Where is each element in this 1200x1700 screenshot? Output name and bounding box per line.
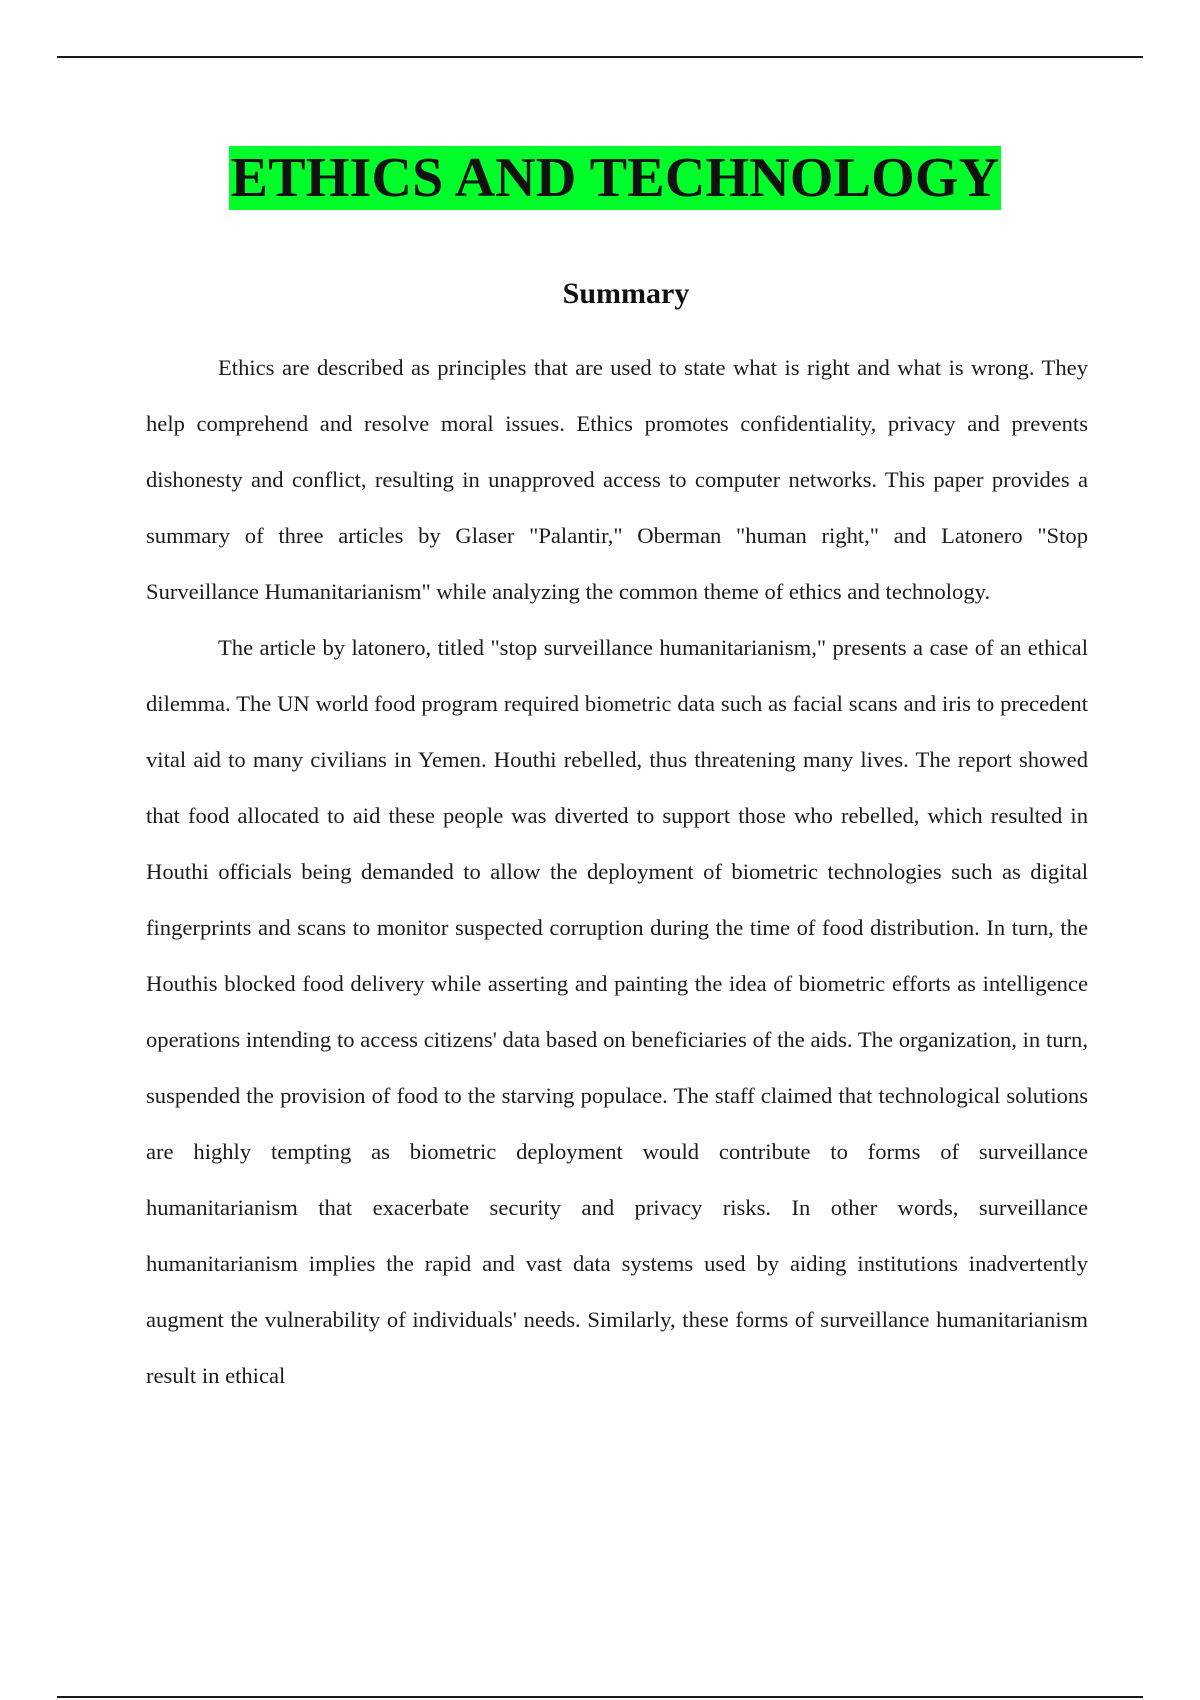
paragraph-intro: Ethics are described as principles that are used to state what is right and what is wrong. They help comprehend and resolve moral issues. Ethics promotes confidentiality, privacy and prevents dishonesty and conflict, resulting in unapproved access to computer networks. This paper provides a summary of three articles by Glaser "Palantir," Oberman "human right," and Latonero "Stop Surveillance Humanitarianism" while analyzing the common theme of ethics and technology. — [146, 355, 1088, 604]
section-heading: Summary — [562, 277, 690, 310]
paragraph-latonero: The article by latonero, titled "stop surveillance humanitarianism," presents a case of an ethical dilemma. The UN world food program required biometric data such as facial scans and iris to precedent vital aid to many civilians in Yemen. Houthi rebelled, thus threatening many lives. The report showed that food allocated to aid these people was diverted to support those who rebelled, which resulted in Houthi officials being demanded to allow the deployment of biometric technologies such as digital fingerprints and scans to monitor suspected corruption during the time of food distribution. In turn, the Houthis blocked food delivery while asserting and painting the idea of biometric efforts as intelligence operations intending to access citizens' data based on beneficiaries of the aids. The organization, in turn, suspended the provision of food to the starving populace. The staff claimed that technological solutions are highly tempting as biometric deployment would contribute to forms of surveillance humanitarianism that exacerbate security and privacy risks. In other words, surveillance humanitarianism implies the rapid and vast data systems used by aiding institutions inadvertently augment the vulnerability of individuals' needs. Similarly, these forms of surveillance humanitarianism result in ethical — [146, 635, 1088, 1388]
footer-rule — [57, 1696, 1143, 1698]
title-container — [0, 146, 1200, 210]
header-rule — [57, 56, 1143, 58]
document-title: ETHICS AND TECHNOLOGY — [230, 147, 1000, 209]
document-body — [146, 340, 1088, 1404]
